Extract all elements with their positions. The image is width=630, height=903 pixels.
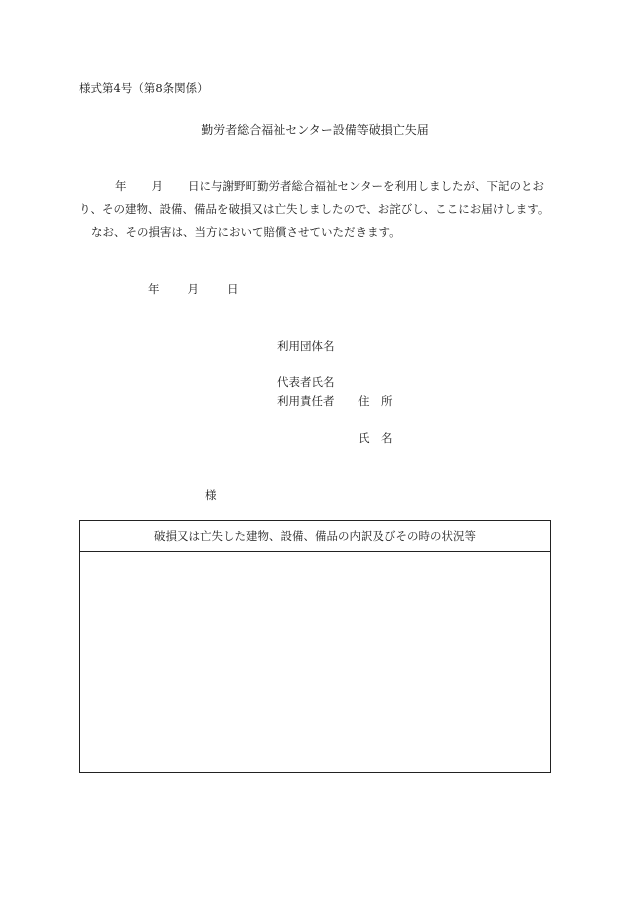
representative-label: 代表者氏名 [277,375,335,389]
submission-date [148,281,239,297]
body-month: 月 [151,179,163,193]
address-label: 住 所 [358,394,393,408]
body-year: 年 [115,179,127,193]
body-line-2: り、その建物、設備、備品を破損又は亡失しましたので、お詫びし、ここにお届けします。 [79,202,550,216]
date-year: 年 [148,282,160,296]
honorific: 様 [205,488,217,502]
body-line-1 [79,178,544,194]
damage-report-table [79,520,551,773]
damage-report-header: 破損又は亡失した建物、設備、備品の内訳及びその時の状況等 [80,521,550,552]
name-label: 氏 名 [358,431,393,445]
body-line-3: なお、その損害は、当方において賠償させていただきます。 [91,225,401,239]
date-month: 月 [187,282,199,296]
date-day: 日 [227,282,239,296]
form-number: 様式第4号（第8条関係） [79,81,209,95]
page-title: 勤労者総合福祉センター設備等破損亡失届 [201,123,429,137]
responsible-person-label: 利用責任者 [277,394,335,408]
organization-label: 利用団体名 [277,339,335,353]
body-line-1-text: 日に与謝野町勤労者総合福祉センターを利用しましたが、下記のとお [188,179,545,193]
damage-report-content[interactable] [80,552,550,772]
